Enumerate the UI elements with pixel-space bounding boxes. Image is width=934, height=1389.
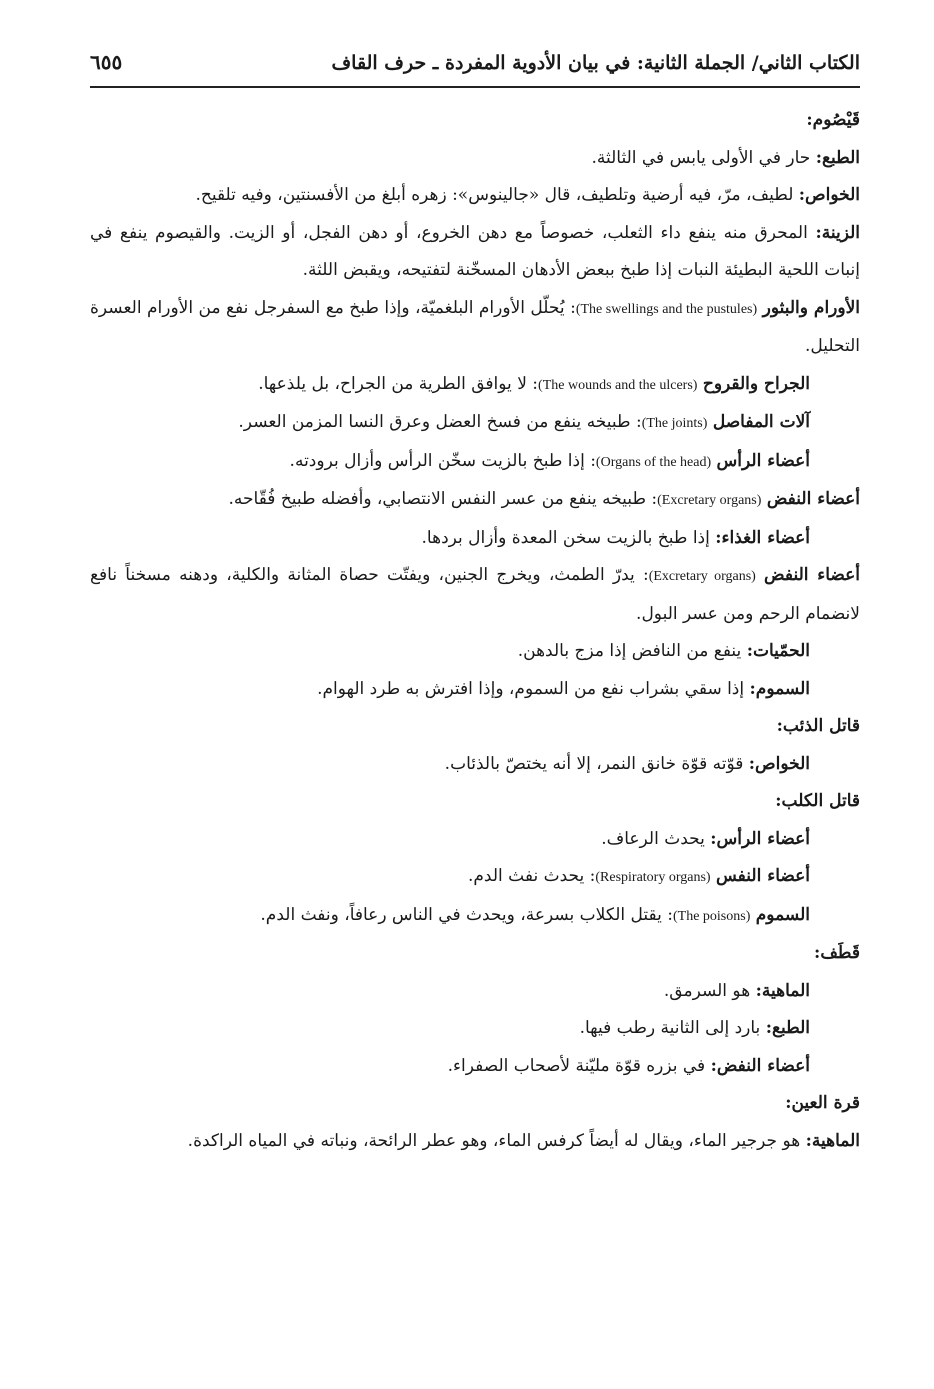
paragraph bbox=[90, 140, 860, 178]
english-gloss: (The wounds and the ulcers) bbox=[538, 377, 698, 393]
section-term: آلات المفاصل bbox=[712, 412, 810, 432]
english-gloss: (Respiratory organs) bbox=[595, 870, 711, 885]
section-term: الزينة: bbox=[815, 222, 860, 243]
section-term: أعضاء النفس bbox=[715, 866, 810, 886]
paragraph bbox=[90, 520, 860, 558]
section-term: أعضاء النفض: bbox=[710, 1055, 810, 1076]
paragraph bbox=[90, 481, 860, 520]
paragraph bbox=[90, 366, 860, 405]
paragraph bbox=[90, 746, 860, 784]
paragraph-text: قوّته قوّة خانق النمر، إلا أنه يختصّ بالذئاب. bbox=[444, 753, 749, 774]
paragraph bbox=[90, 821, 860, 859]
paragraph-text: : لا يوافق الطرية من الجراح، بل يلذعها. bbox=[258, 373, 539, 394]
section-term: الحمّيات: bbox=[746, 641, 810, 661]
paragraph-text: : طبيخه ينفع من فسخ العضل وعرق النسا المزمن العسر. bbox=[238, 412, 642, 432]
paragraph-text: : يحدث نفث الدم. bbox=[468, 866, 596, 886]
section-term: الأورام والبثور bbox=[762, 297, 861, 318]
entry-heading: قاتل الذئب: bbox=[776, 716, 860, 736]
paragraph bbox=[90, 1010, 860, 1048]
english-gloss: (The swellings and the pustules) bbox=[575, 301, 758, 317]
entry-title bbox=[90, 783, 860, 821]
paragraph bbox=[90, 404, 860, 443]
paragraph-text: هو السرمق. bbox=[663, 980, 756, 1001]
paragraph-text: إذا طبخ بالزيت سخن المعدة وأزال بردها. bbox=[421, 527, 716, 548]
english-gloss: (The poisons) bbox=[672, 908, 751, 924]
paragraph-text: لطيف، مرّ، فيه أرضية وتلطيف، قال «جالينوس»: زهره أبلغ من الأفسنتين، وفيه تلقيح. bbox=[195, 185, 799, 205]
section-term: الماهية: bbox=[805, 1130, 860, 1151]
entry-title bbox=[90, 708, 860, 746]
page bbox=[90, 50, 860, 1160]
paragraph-text: يحدث الرعاف. bbox=[601, 828, 711, 849]
paragraph bbox=[90, 973, 860, 1011]
paragraph-text: إذا سقي بشراب نفع من السموم، وإذا افترش به طرد الهوام. bbox=[317, 678, 750, 699]
section-term: أعضاء النفض bbox=[764, 565, 860, 585]
paragraph bbox=[90, 177, 860, 215]
english-gloss: (Excretary organs) bbox=[657, 493, 762, 508]
page-number: ٦٥٥ bbox=[90, 50, 123, 74]
page-body bbox=[90, 102, 860, 1160]
paragraph bbox=[90, 633, 860, 671]
section-term: الخواص: bbox=[748, 753, 810, 774]
paragraph-text: المحرق منه ينفع داء الثعلب، خصوصاً مع دهن الخروع، أو دهن الفجل، أو الزيت. والقيصوم ينفع في إنبات اللحية البطيئة النبات إذا طبخ ببعض الأدهان المسخّنة لتفتيحه، ويقبض اللثة. bbox=[90, 222, 860, 280]
paragraph bbox=[90, 671, 860, 709]
section-term: الجراح والقروح bbox=[702, 373, 810, 394]
english-gloss: (Excretary organs) bbox=[648, 569, 756, 584]
paragraph bbox=[90, 897, 860, 936]
section-term: الخواص: bbox=[798, 185, 860, 205]
running-title: الكتاب الثاني/ الجملة الثانية: في بيان الأدوية المفردة ـ حرف القاف bbox=[331, 52, 860, 74]
section-term: السموم bbox=[755, 904, 810, 925]
paragraph-text: : يدرّ الطمث، ويخرج الجنين، ويفتّت حصاة المثانة والكلية، ودهنه مسخناً نافع لانضمام الرحم ومن عسر البول. bbox=[90, 565, 860, 624]
paragraph-text: : إذا طبخ بالزيت سخّن الرأس وأزال برودته. bbox=[289, 450, 596, 471]
paragraph-text: هو جرجير الماء، ويقال له أيضاً كرفس الماء، وهو عطر الرائحة، ونباته في المياه الراكدة. bbox=[187, 1130, 806, 1151]
paragraph bbox=[90, 557, 860, 633]
page-header bbox=[90, 50, 860, 88]
english-gloss: (The joints) bbox=[641, 416, 708, 431]
english-gloss: (Organs of the head) bbox=[595, 454, 712, 470]
paragraph bbox=[90, 858, 860, 897]
section-term: أعضاء الغذاء: bbox=[715, 527, 810, 548]
section-term: الماهية: bbox=[755, 980, 810, 1001]
paragraph-text: بارد إلى الثانية رطب فيها. bbox=[579, 1018, 766, 1038]
paragraph-text: : طبيخه ينفع من عسر النفس الانتصابي، وأفضله طبيخ فُقّاحه. bbox=[228, 489, 658, 509]
paragraph-text: : يقتل الكلاب بسرعة، ويحدث في الناس رعافاً، ونفث الدم. bbox=[260, 904, 673, 925]
paragraph-text: حار في الأولى يابس في الثالثة. bbox=[591, 147, 816, 168]
section-term: أعضاء النفض bbox=[766, 489, 860, 509]
entry-title bbox=[90, 935, 860, 973]
paragraph bbox=[90, 1048, 860, 1086]
paragraph bbox=[90, 443, 860, 482]
section-term: الطبع: bbox=[815, 147, 860, 168]
section-term: أعضاء الرأس: bbox=[710, 828, 810, 849]
section-term: أعضاء الرأس bbox=[716, 450, 810, 471]
paragraph bbox=[90, 215, 860, 290]
paragraph-text: ينفع من النافض إذا مزج بالدهن. bbox=[517, 641, 747, 661]
paragraph bbox=[90, 1123, 860, 1161]
paragraph bbox=[90, 290, 860, 366]
entry-heading: قرة العين: bbox=[785, 1093, 860, 1113]
entry-title bbox=[90, 102, 860, 140]
paragraph-text: في بزره قوّة مليّنة لأصحاب الصفراء. bbox=[447, 1055, 711, 1076]
paragraph-text: : يُحلّل الأورام البلغميّة، وإذا طبخ مع السفرجل نفع من الأورام العسرة التحليل. bbox=[90, 297, 860, 356]
entry-title bbox=[90, 1085, 860, 1123]
entry-heading: قَطَف: bbox=[814, 943, 860, 963]
section-term: السموم: bbox=[749, 678, 810, 699]
section-term: الطبع: bbox=[765, 1018, 810, 1038]
entry-heading: قاتل الكلب: bbox=[775, 791, 860, 811]
entry-heading: قَيْصُوم: bbox=[806, 110, 860, 130]
